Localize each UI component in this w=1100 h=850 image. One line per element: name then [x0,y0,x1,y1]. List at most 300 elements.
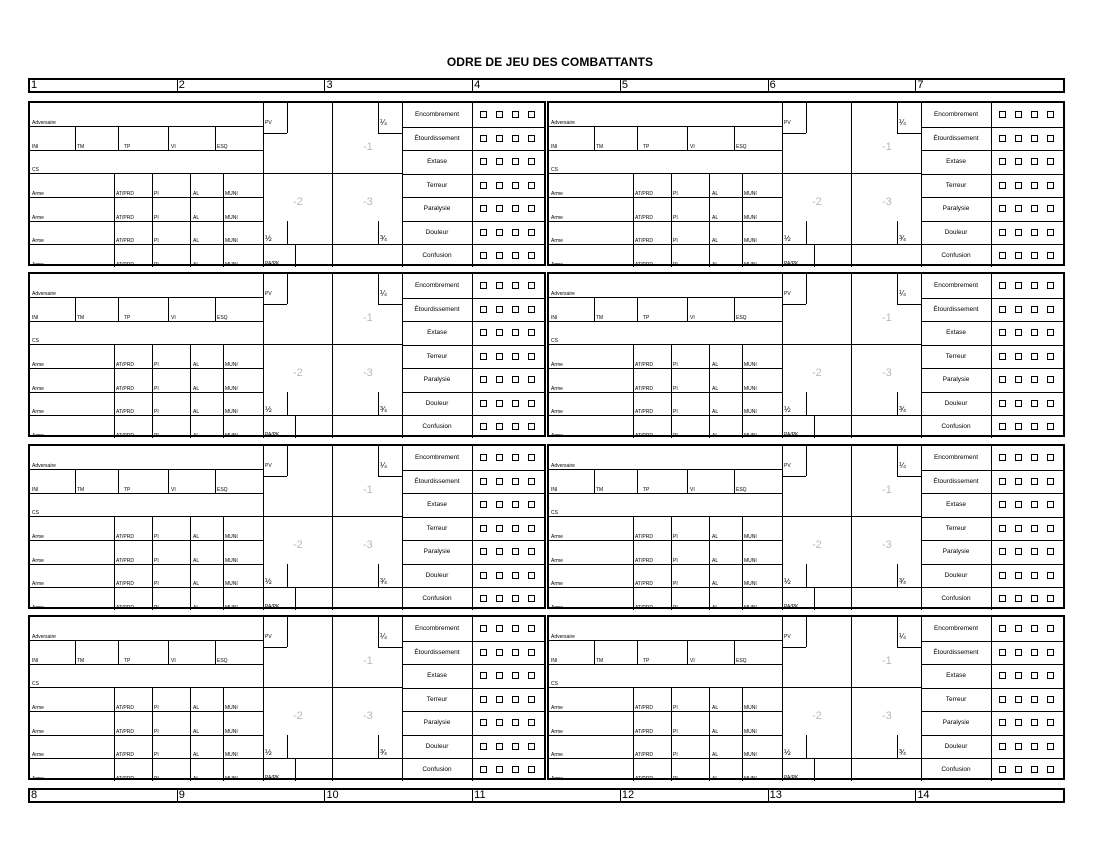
condition-checkbox[interactable] [1031,158,1038,165]
order-bottom-slot[interactable]: 10 [324,790,472,801]
condition-checkbox[interactable] [480,205,487,212]
arme-label: Arme [32,705,44,711]
condition-checkbox[interactable] [512,696,519,703]
condition-checkbox[interactable] [528,501,535,508]
order-bottom-slot[interactable]: 13 [768,790,916,801]
condition-checkbox[interactable] [480,649,487,656]
condition-checkbox[interactable] [512,501,519,508]
condition-checkbox[interactable] [512,182,519,189]
condition-checkbox[interactable] [1047,423,1054,430]
condition-checkbox[interactable] [512,135,519,142]
grid-line [223,344,224,438]
condition-checkbox[interactable] [1047,205,1054,212]
condition-checkbox[interactable] [480,329,487,336]
condition-checkbox[interactable] [512,229,519,236]
condition-checkbox[interactable] [1015,625,1022,632]
grid-line [30,564,263,565]
condition-checkbox[interactable] [512,376,519,383]
condition-checkbox[interactable] [496,252,503,259]
condition-checkbox[interactable] [999,376,1006,383]
condition-checkbox[interactable] [496,625,503,632]
condition-checkbox[interactable] [999,743,1006,750]
condition-checkbox[interactable] [496,182,503,189]
condition-checkbox[interactable] [512,329,519,336]
condition-checkbox[interactable] [1047,766,1054,773]
condition-checkbox[interactable] [480,696,487,703]
condition-checkbox[interactable] [496,229,503,236]
minus1-label: -1 [882,484,892,496]
condition-checkbox[interactable] [512,766,519,773]
grid-line [30,469,263,470]
muni-label: MUNI [744,432,757,439]
tm-label: TM [596,144,604,150]
condition-checkbox[interactable] [480,158,487,165]
condition-checkbox[interactable] [1031,743,1038,750]
condition-checkbox[interactable] [480,353,487,360]
order-bottom-slot[interactable]: 12 [620,790,768,801]
condition-checkbox[interactable] [1015,135,1022,142]
condition-checkbox[interactable] [480,423,487,430]
condition-checkbox[interactable] [480,478,487,485]
condition-checkbox[interactable] [999,205,1006,212]
condition-checkbox[interactable] [512,478,519,485]
condition-checkbox[interactable] [528,376,535,383]
condition-checkbox[interactable] [999,625,1006,632]
condition-checkbox[interactable] [480,111,487,118]
al-label: AL [712,705,719,711]
condition-checkbox[interactable] [1047,696,1054,703]
condition-checkbox[interactable] [496,135,503,142]
condition-checkbox[interactable] [999,111,1006,118]
condition-checkbox[interactable] [512,595,519,602]
condition-checkbox[interactable] [1047,111,1054,118]
condition-checkbox[interactable] [1031,719,1038,726]
condition-checkbox[interactable] [1031,205,1038,212]
condition-checkbox[interactable] [480,135,487,142]
condition-checkbox[interactable] [496,353,503,360]
condition-checkbox[interactable] [1031,625,1038,632]
condition-checkbox[interactable] [496,672,503,679]
al-label: AL [193,385,200,392]
condition-checkbox[interactable] [1015,182,1022,189]
grid-line [402,688,546,689]
condition-checkbox[interactable] [528,478,535,485]
condition-checkbox[interactable] [528,135,535,142]
condition-checkbox[interactable] [1047,501,1054,508]
condition-checkbox[interactable] [528,252,535,259]
condition-checkbox[interactable] [1015,111,1022,118]
condition-checkbox[interactable] [480,525,487,532]
condition-checkbox[interactable] [512,423,519,430]
condition-checkbox[interactable] [1031,696,1038,703]
grid-line [378,274,379,304]
condition-checkbox[interactable] [1047,525,1054,532]
condition-checkbox[interactable] [1031,229,1038,236]
condition-checkbox[interactable] [1047,743,1054,750]
condition-checkbox[interactable] [1047,625,1054,632]
condition-checkbox[interactable] [1031,672,1038,679]
grid-line [687,469,688,493]
condition-checkbox[interactable] [528,595,535,602]
grid-line [921,641,1065,642]
condition-checkbox[interactable] [496,329,503,336]
condition-checkbox[interactable] [999,229,1006,236]
condition-checkbox[interactable] [999,649,1006,656]
condition-checkbox[interactable] [512,525,519,532]
order-bottom-slot[interactable]: 9 [177,790,325,801]
combatant-card[interactable] [28,101,546,266]
condition-checkbox[interactable] [1047,478,1054,485]
condition-checkbox[interactable] [999,282,1006,289]
condition-checkbox[interactable] [999,329,1006,336]
condition-checkbox[interactable] [1015,696,1022,703]
order-top-slot[interactable]: 4 [472,80,620,91]
order-top-slot[interactable]: 5 [620,80,768,91]
condition-checkbox[interactable] [1015,282,1022,289]
condition-checkbox[interactable] [1031,306,1038,313]
condition-checkbox[interactable] [496,766,503,773]
condition-checkbox[interactable] [1031,353,1038,360]
condition-checkbox[interactable] [528,205,535,212]
condition-checkbox[interactable] [999,766,1006,773]
grid-line [30,344,263,345]
condition-checkbox[interactable] [1047,376,1054,383]
condition-checkbox[interactable] [528,306,535,313]
condition-checkbox[interactable] [999,135,1006,142]
condition-checkbox[interactable] [496,478,503,485]
condition-checkbox[interactable] [1031,649,1038,656]
condition-checkbox[interactable] [1031,501,1038,508]
condition-checkbox[interactable] [1015,353,1022,360]
condition-checkbox[interactable] [999,252,1006,259]
condition-checkbox[interactable] [512,111,519,118]
condition-checkbox[interactable] [480,719,487,726]
condition-checkbox[interactable] [512,572,519,579]
condition-checkbox[interactable] [999,478,1006,485]
condition-checkbox[interactable] [496,423,503,430]
combat-order-bottom [28,788,1065,803]
condition-checkbox[interactable] [496,649,503,656]
condition-checkbox[interactable] [496,205,503,212]
combatant-card[interactable] [547,615,1065,780]
condition-checkbox[interactable] [480,376,487,383]
condition-checkbox[interactable] [528,229,535,236]
grid-line [921,221,1065,222]
condition-checkbox[interactable] [496,696,503,703]
condition-checkbox[interactable] [480,501,487,508]
condition-checkbox[interactable] [528,182,535,189]
condition-checkbox[interactable] [512,353,519,360]
al-label: AL [193,775,200,782]
condition-checkbox[interactable] [480,282,487,289]
condition-checkbox[interactable] [1031,111,1038,118]
condition-checkbox[interactable] [496,158,503,165]
order-top-slot[interactable]: 2 [177,80,325,91]
condition-checkbox[interactable] [1047,649,1054,656]
condition-checkbox[interactable] [512,282,519,289]
order-bottom-slot[interactable]: 8 [31,789,38,801]
condition-checkbox[interactable] [999,400,1006,407]
combatant-card[interactable] [28,615,546,780]
condition-checkbox[interactable] [999,501,1006,508]
condition-checkbox[interactable] [496,572,503,579]
condition-checkbox[interactable] [1015,766,1022,773]
condition-checkbox[interactable] [1031,400,1038,407]
condition-checkbox[interactable] [999,525,1006,532]
condition-checkbox[interactable] [1015,400,1022,407]
grid-line [734,297,735,321]
condition-checkbox[interactable] [528,696,535,703]
condition-checkbox[interactable] [1031,454,1038,461]
combatant-card[interactable] [28,444,546,609]
condition-checkbox[interactable] [1047,282,1054,289]
condition-checkbox[interactable] [1047,719,1054,726]
condition-checkbox[interactable] [1047,329,1054,336]
condition-checkbox[interactable] [480,229,487,236]
condition-checkbox[interactable] [1047,306,1054,313]
condition-checkbox[interactable] [512,205,519,212]
condition-checkbox[interactable] [512,252,519,259]
condition-checkbox[interactable] [1015,229,1022,236]
condition-checkbox[interactable] [528,766,535,773]
muni-label: MUNI [744,705,757,711]
condition-checkbox[interactable] [1047,572,1054,579]
condition-label: Extase [946,672,966,679]
order-top-slot[interactable]: 6 [768,80,916,91]
order-bottom-slot[interactable]: 11 [472,790,620,801]
condition-checkbox[interactable] [528,400,535,407]
condition-checkbox[interactable] [528,649,535,656]
condition-checkbox[interactable] [1031,376,1038,383]
grid-line [114,173,115,267]
condition-checkbox[interactable] [1047,454,1054,461]
condition-checkbox[interactable] [512,548,519,555]
order-top-slot[interactable]: 3 [324,80,472,91]
condition-checkbox[interactable] [528,454,535,461]
grid-line [806,617,807,647]
condition-checkbox[interactable] [480,572,487,579]
condition-checkbox[interactable] [528,423,535,430]
condition-checkbox[interactable] [999,696,1006,703]
adversaire-label: Adversaire [551,634,575,640]
grid-line [215,297,216,321]
condition-checkbox[interactable] [1015,595,1022,602]
condition-checkbox[interactable] [512,649,519,656]
papk-label: PA/PK [784,432,799,438]
condition-checkbox[interactable] [999,548,1006,555]
condition-checkbox[interactable] [512,400,519,407]
condition-checkbox[interactable] [496,743,503,750]
combatant-card[interactable] [547,272,1065,437]
grid-line [806,392,807,415]
condition-checkbox[interactable] [1031,329,1038,336]
condition-checkbox[interactable] [496,306,503,313]
combatant-card[interactable] [28,272,546,437]
condition-checkbox[interactable] [528,282,535,289]
condition-checkbox[interactable] [999,595,1006,602]
condition-checkbox[interactable] [1015,672,1022,679]
grid-line [118,126,119,150]
condition-checkbox[interactable] [528,572,535,579]
order-top-slot[interactable]: 7 [915,80,1063,91]
condition-checkbox[interactable] [528,525,535,532]
condition-checkbox[interactable] [480,548,487,555]
condition-checkbox[interactable] [999,158,1006,165]
condition-checkbox[interactable] [496,111,503,118]
condition-checkbox[interactable] [1015,454,1022,461]
condition-checkbox[interactable] [528,672,535,679]
condition-checkbox[interactable] [496,282,503,289]
condition-checkbox[interactable] [1031,548,1038,555]
condition-checkbox[interactable] [1047,548,1054,555]
condition-checkbox[interactable] [512,625,519,632]
condition-checkbox[interactable] [1047,595,1054,602]
condition-checkbox[interactable] [512,306,519,313]
condition-checkbox[interactable] [1015,548,1022,555]
combatant-card[interactable] [547,444,1065,609]
condition-checkbox[interactable] [1047,135,1054,142]
condition-checkbox[interactable] [480,595,487,602]
condition-checkbox[interactable] [1015,329,1022,336]
muni-label: MUNI [744,534,757,540]
grid-line [263,133,287,134]
condition-checkbox[interactable] [1015,205,1022,212]
condition-checkbox[interactable] [1015,376,1022,383]
condition-checkbox[interactable] [496,400,503,407]
condition-checkbox[interactable] [528,625,535,632]
grid-line [263,244,402,245]
condition-checkbox[interactable] [480,743,487,750]
esq-label: ESQ [217,144,228,150]
minus1-label: -1 [882,312,892,324]
condition-label: Terreur [426,524,448,532]
condition-checkbox[interactable] [1015,252,1022,259]
condition-checkbox[interactable] [1031,766,1038,773]
condition-checkbox[interactable] [1015,306,1022,313]
condition-checkbox[interactable] [1047,400,1054,407]
condition-label: Douleur [425,742,449,750]
al-label: AL [193,409,200,415]
condition-checkbox[interactable] [1031,182,1038,189]
condition-checkbox[interactable] [496,548,503,555]
condition-checkbox[interactable] [1047,672,1054,679]
condition-checkbox[interactable] [1031,595,1038,602]
condition-label: Douleur [425,399,449,407]
condition-checkbox[interactable] [1031,423,1038,430]
grid-line [30,415,263,416]
condition-checkbox[interactable] [512,454,519,461]
condition-checkbox[interactable] [1047,158,1054,165]
grid-line [782,133,806,134]
condition-checkbox[interactable] [528,158,535,165]
condition-checkbox[interactable] [999,572,1006,579]
grid-line [287,221,288,244]
grid-line [287,446,288,476]
condition-checkbox[interactable] [1015,423,1022,430]
condition-checkbox[interactable] [1015,478,1022,485]
grid-line [118,297,119,321]
condition-checkbox[interactable] [528,719,535,726]
adversaire-label: Adversaire [32,634,56,640]
condition-checkbox[interactable] [480,454,487,461]
condition-checkbox[interactable] [528,329,535,336]
condition-checkbox[interactable] [1031,252,1038,259]
condition-checkbox[interactable] [1015,743,1022,750]
condition-checkbox[interactable] [1015,719,1022,726]
condition-checkbox[interactable] [496,719,503,726]
condition-checkbox[interactable] [496,454,503,461]
condition-checkbox[interactable] [528,743,535,750]
condition-checkbox[interactable] [496,525,503,532]
condition-checkbox[interactable] [496,376,503,383]
condition-checkbox[interactable] [528,548,535,555]
condition-checkbox[interactable] [480,182,487,189]
condition-checkbox[interactable] [999,423,1006,430]
condition-checkbox[interactable] [496,595,503,602]
condition-checkbox[interactable] [480,400,487,407]
condition-checkbox[interactable] [512,719,519,726]
condition-checkbox[interactable] [1031,525,1038,532]
condition-checkbox[interactable] [1047,353,1054,360]
combatant-card[interactable] [547,101,1065,266]
condition-checkbox[interactable] [1047,252,1054,259]
condition-checkbox[interactable] [1015,649,1022,656]
condition-checkbox[interactable] [480,672,487,679]
condition-checkbox[interactable] [1015,501,1022,508]
condition-checkbox[interactable] [1031,135,1038,142]
order-bottom-slot[interactable]: 14 [915,790,1063,801]
pi-label: PI [154,432,159,439]
condition-checkbox[interactable] [999,182,1006,189]
condition-checkbox[interactable] [480,252,487,259]
condition-checkbox[interactable] [496,501,503,508]
condition-checkbox[interactable] [1047,229,1054,236]
grid-line [549,392,782,393]
condition-checkbox[interactable] [528,111,535,118]
condition-checkbox[interactable] [999,454,1006,461]
muni-label: MUNI [744,238,757,244]
condition-checkbox[interactable] [480,766,487,773]
condition-checkbox[interactable] [1047,182,1054,189]
muni-label: MUNI [225,432,238,439]
papk-label: PA/PK [784,261,799,267]
condition-checkbox[interactable] [1031,572,1038,579]
condition-checkbox[interactable] [480,306,487,313]
condition-checkbox[interactable] [999,353,1006,360]
grid-line [332,446,333,610]
condition-checkbox[interactable] [999,672,1006,679]
order-top-slot[interactable]: 1 [31,79,38,91]
pv-label: PV [784,291,791,297]
condition-label: Étourdissement [933,648,979,656]
condition-checkbox[interactable] [999,719,1006,726]
condition-checkbox[interactable] [1015,158,1022,165]
condition-checkbox[interactable] [512,672,519,679]
condition-checkbox[interactable] [1015,572,1022,579]
condition-checkbox[interactable] [999,306,1006,313]
condition-checkbox[interactable] [480,625,487,632]
pi-label: PI [154,191,159,197]
arme-label: Arme [551,604,563,611]
condition-checkbox[interactable] [1031,282,1038,289]
grid-line [549,244,782,245]
condition-checkbox[interactable] [1031,478,1038,485]
condition-checkbox[interactable] [512,158,519,165]
condition-checkbox[interactable] [512,743,519,750]
minus2-label: -2 [293,539,303,551]
condition-checkbox[interactable] [528,353,535,360]
condition-checkbox[interactable] [1015,525,1022,532]
